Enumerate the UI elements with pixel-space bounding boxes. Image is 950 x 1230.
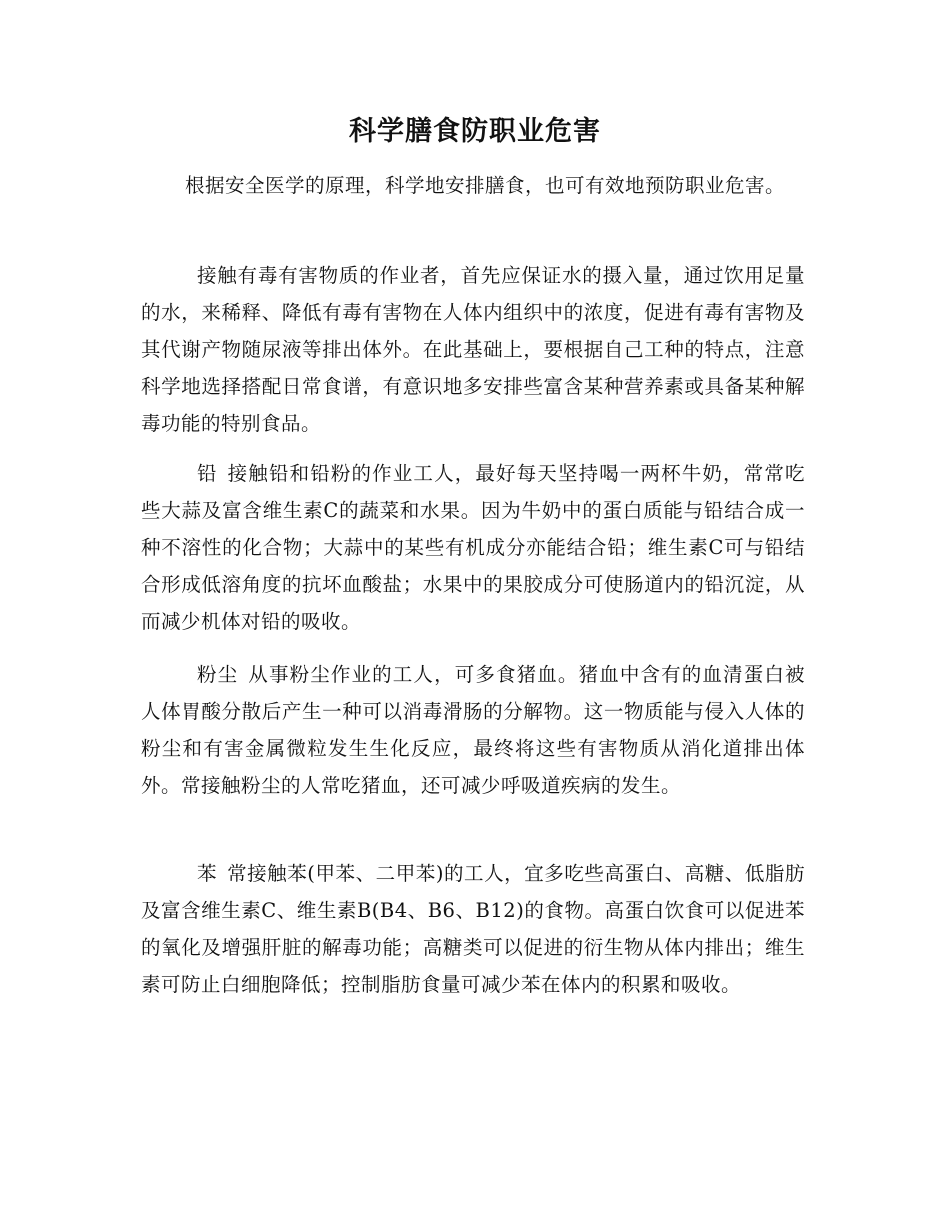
paragraph-heading: 苯 <box>197 862 218 885</box>
paragraph-heading: 粉尘 <box>197 663 239 686</box>
paragraph-text: 根据安全医学的原理，科学地安排膳食，也可有效地预防职业危害。 <box>185 174 786 197</box>
paragraph-text: 接触有毒有害物质的作业者，首先应保证水的摄入量，通过饮用足量的水，来稀释、降低有毒有害物在人体内组织中的浓度，促进有毒有害物及其代谢产物随尿液等排出体外。在此基础上，要根据自己工种的特点，注意科学地选择搭配日常食谱，有意识地多安排些富含某种营养素或具备某种解毒功能的特别食品。 <box>141 264 805 435</box>
paragraph-benzene <box>141 855 805 1003</box>
paragraph-text: 接触铅和铅粉的作业工人，最好每天坚持喝一两杯牛奶，常常吃些大蒜及富含维生素C的蔬菜和水果。因为牛奶中的蛋白质能与铅结合成一种不溶性的化合物；大蒜中的某些有机成分亦能结合铅；维生素C可与铅结合形成低溶角度的抗坏血酸盐；水果中的果胶成分可使肠道内的铅沉淀，从而减少机体对铅的吸收。 <box>141 462 805 633</box>
document-title: 科学膳食防职业危害 <box>349 116 601 147</box>
paragraph-text: 从事粉尘作业的工人，可多食猪血。猪血中含有的血清蛋白被人体胃酸分散后产生一种可以消毒滑肠的分解物。这一物质能与侵入人体的粉尘和有害金属微粒发生生化反应，最终将这些有害物质从消化道排出体外。常接触粉尘的人常吃猪血，还可减少呼吸道疾病的发生。 <box>141 663 805 797</box>
paragraph-heading: 铅 <box>197 462 218 485</box>
paragraph-intro <box>141 167 805 204</box>
paragraph-text: 常接触苯(甲苯、二甲苯)的工人，宜多吃些高蛋白、高糖、低脂肪及富含维生素C、维生素B(B4、B6、B12)的食物。高蛋白饮食可以促进苯的氧化及增强肝脏的解毒功能；高糖类可以促进的衍生物从体内排出；维生素可防止白细胞降低；控制脂肪食量可减少苯在体内的积累和吸收。 <box>141 862 805 996</box>
paragraph-lead <box>141 455 805 640</box>
paragraph-dust <box>141 656 805 804</box>
paragraph-water-intake <box>141 257 805 442</box>
